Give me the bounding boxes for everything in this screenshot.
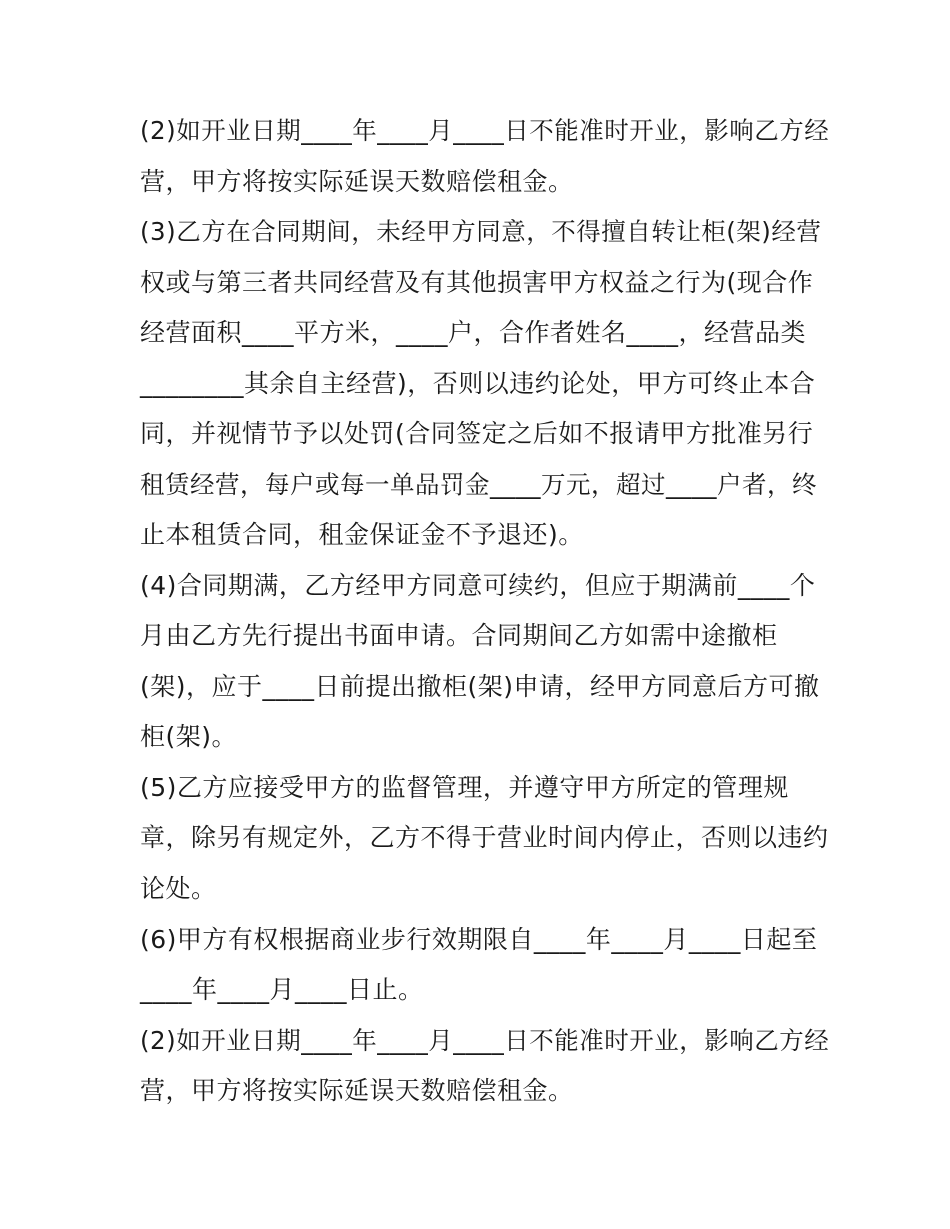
text-line: 同，并视情节予以处罚(合同签定之后如不报请甲方批准另行 (140, 419, 814, 448)
text-line: 经营面积____平方米，____户，合作者姓名____，经营品类 (140, 318, 807, 347)
text-line: 章，除另有规定外，乙方不得于营业时间内停止，否则以违约 (140, 823, 829, 852)
text-line: ________其余自主经营)，否则以违约论处，甲方可终止本合 (140, 369, 816, 398)
text-line: 营，甲方将按实际延误天数赔偿租金。 (140, 167, 574, 196)
text-line: (2)如开业日期____年____月____日不能准时开业，影响乙方经 (140, 1026, 830, 1055)
text-line: (2)如开业日期____年____月____日不能准时开业，影响乙方经 (140, 116, 830, 145)
text-line: (架)，应于____日前提出撤柜(架)申请，经甲方同意后方可撤 (140, 672, 820, 701)
text-line: 租赁经营，每户或每一单品罚金____万元，超过____户者，终 (140, 470, 817, 499)
text-line: (6)甲方有权根据商业步行效期限自____年____月____日起至 (140, 925, 818, 954)
text-line: 论处。 (140, 874, 217, 903)
text-line: 柜(架)。 (140, 722, 238, 751)
text-line: 止本租赁合同，租金保证金不予退还)。 (140, 520, 584, 549)
text-line: 月由乙方先行提出书面申请。合同期间乙方如需中途撤柜 (140, 621, 778, 650)
text-line: 营，甲方将按实际延误天数赔偿租金。 (140, 1076, 574, 1105)
text-line: ____年____月____日止。 (140, 975, 424, 1004)
text-line: (4)合同期满，乙方经甲方同意可续约，但应于期满前____个 (140, 571, 816, 600)
text-line: (5)乙方应接受甲方的监督管理，并遵守甲方所定的管理规 (140, 773, 789, 802)
text-line: (3)乙方在合同期间，未经甲方同意，不得擅自转让柜(架)经营 (140, 217, 822, 246)
text-line: 权或与第三者共同经营及有其他损害甲方权益之行为(现合作 (140, 268, 814, 297)
